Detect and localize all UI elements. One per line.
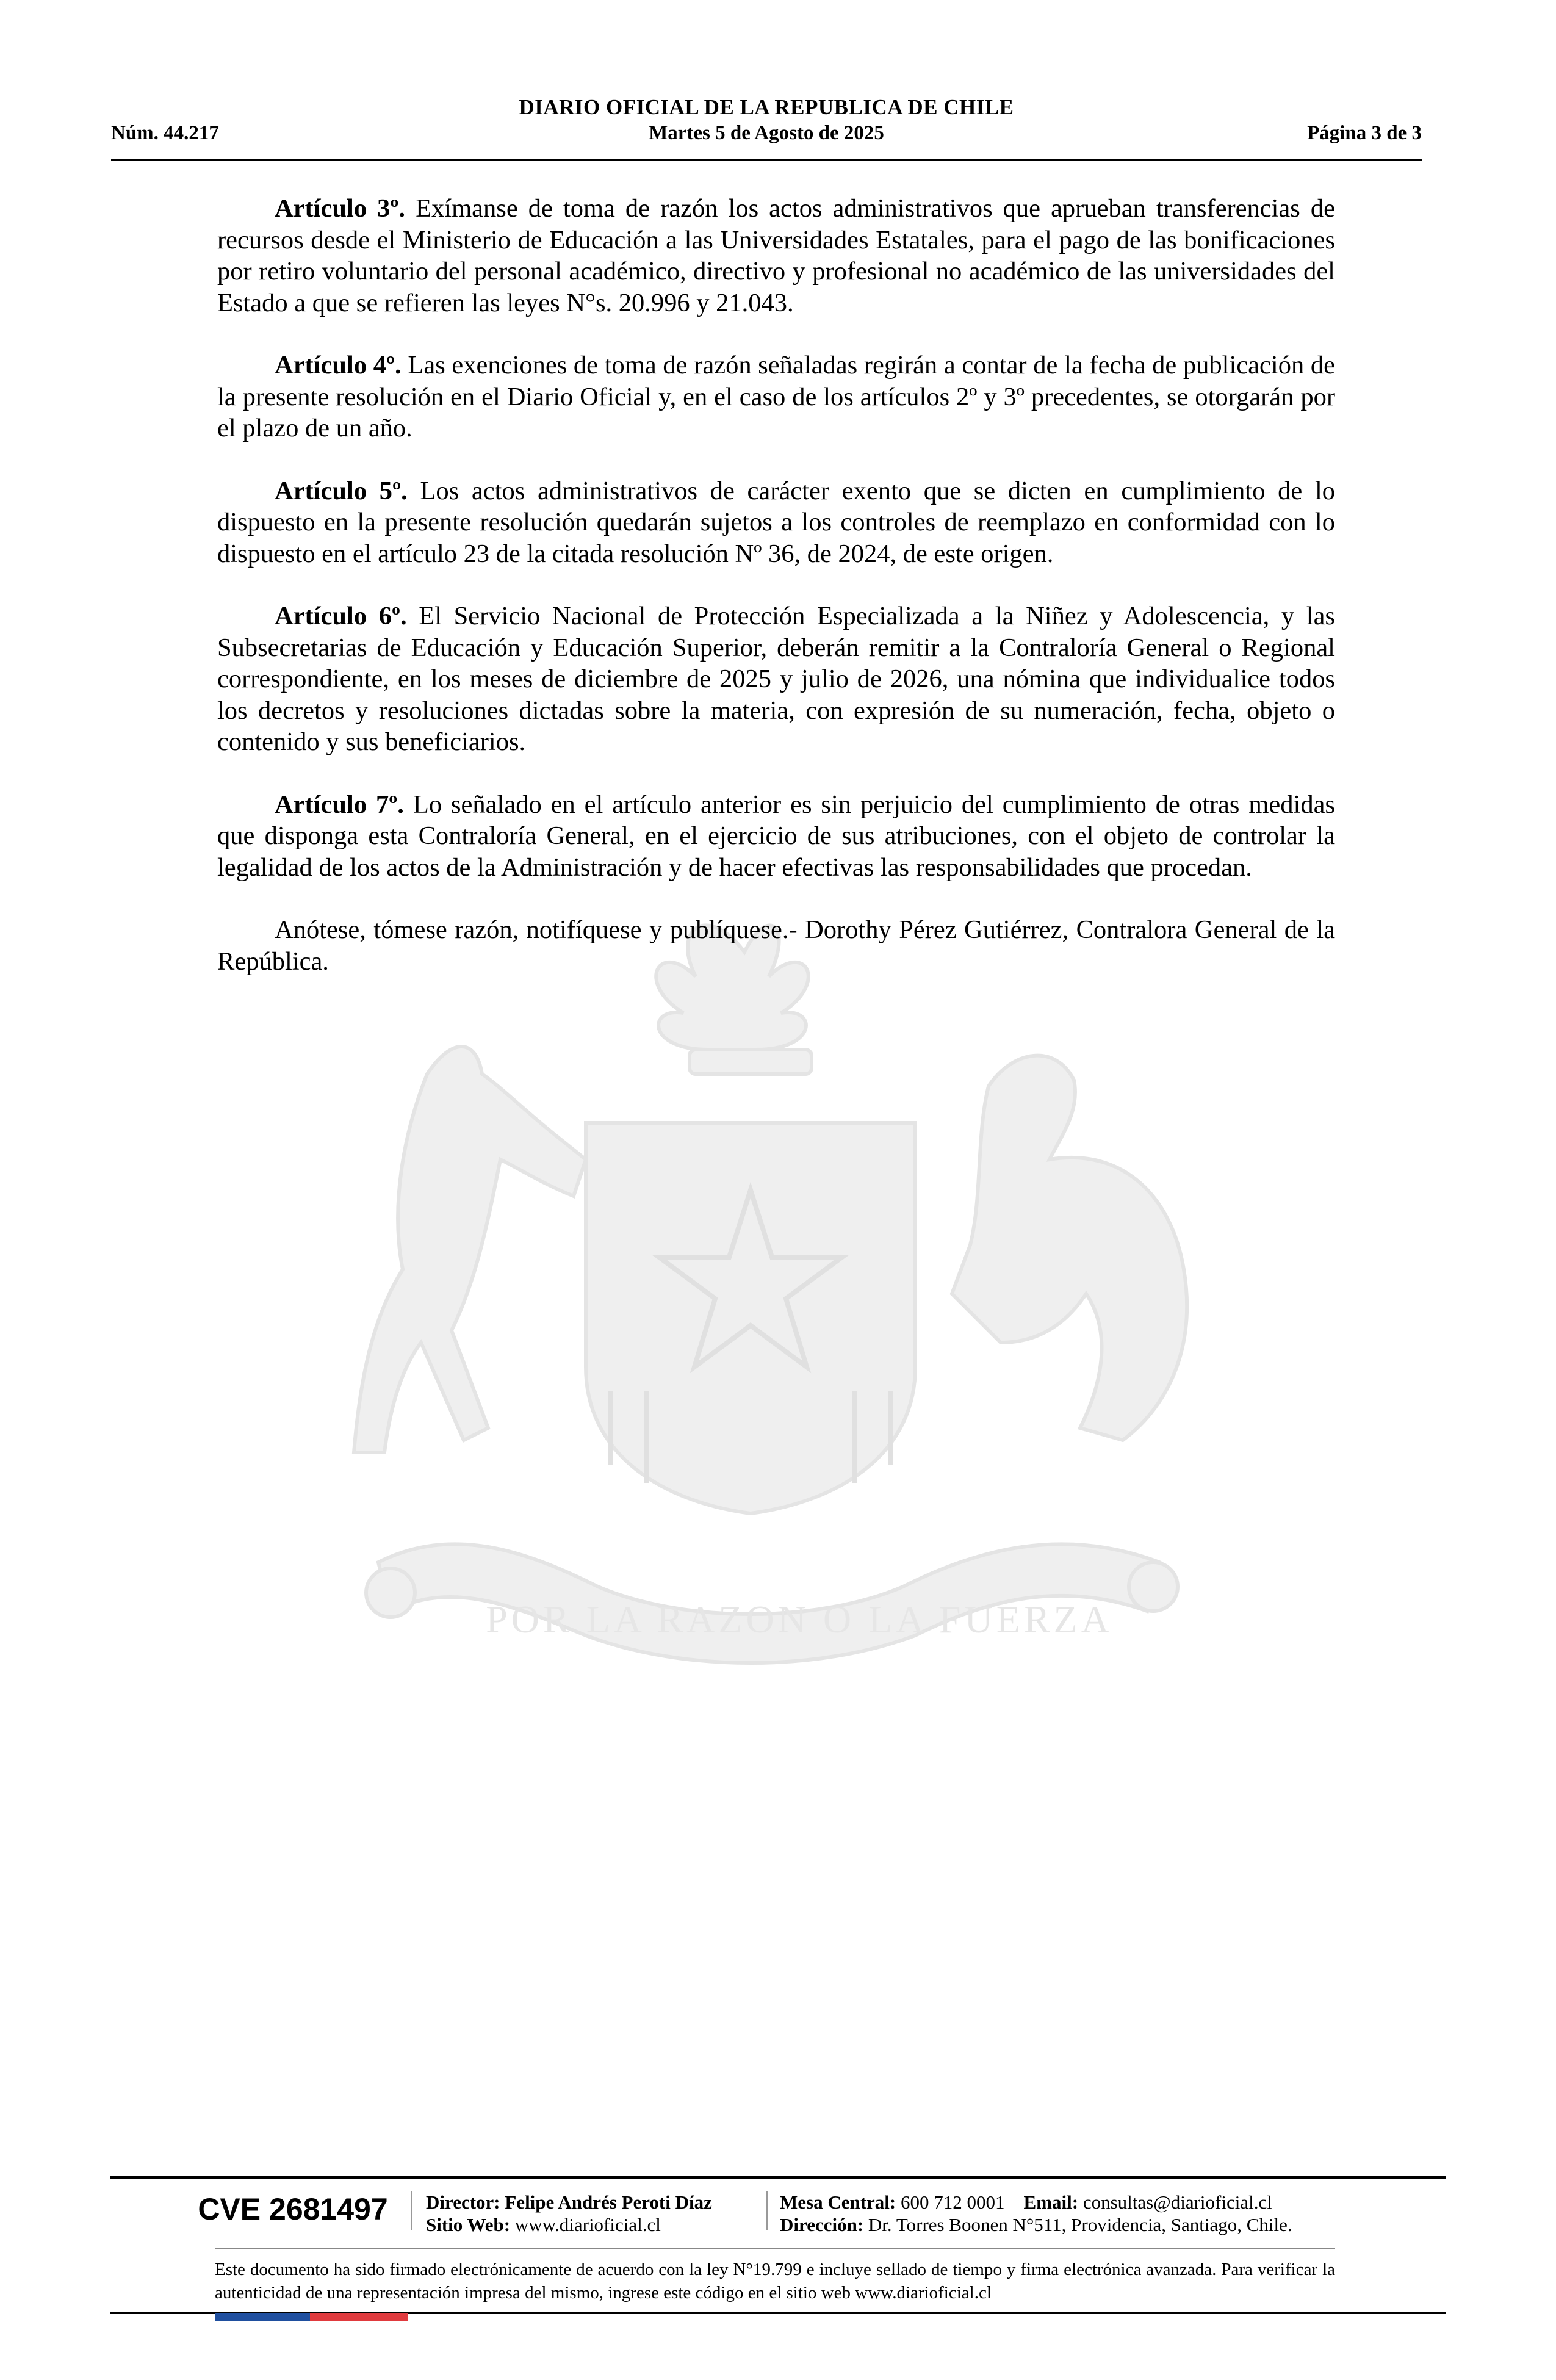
footer-director-block bbox=[426, 2191, 712, 2236]
footer-contact-block bbox=[780, 2191, 1292, 2236]
footer-divider bbox=[110, 2176, 1446, 2179]
article-4 bbox=[217, 350, 1335, 444]
article-label: Artículo 6º. bbox=[275, 602, 407, 630]
address-label: Dirección: bbox=[780, 2214, 864, 2235]
cve-code: CVE 2681497 bbox=[198, 2192, 388, 2226]
watermark-motto: POR LA RAZON O LA FUERZA bbox=[486, 1598, 1113, 1641]
article-3 bbox=[217, 193, 1335, 319]
mesa-central-label: Mesa Central: bbox=[780, 2191, 896, 2213]
email-label: Email: bbox=[1023, 2191, 1079, 2213]
article-label: Artículo 3º. bbox=[275, 194, 406, 223]
document-body bbox=[217, 193, 1335, 1008]
page-number: Página 3 de 3 bbox=[1307, 122, 1422, 144]
coat-of-arms-watermark-icon bbox=[268, 903, 1330, 1733]
director-name: Felipe Andrés Peroti Díaz bbox=[505, 2191, 712, 2213]
article-label: Artículo 7º. bbox=[275, 790, 404, 819]
legal-notice: Este documento ha sido firmado electrónicamente de acuerdo con la ley N°19.799 e incluye sellado de tiempo y firma electrónica avanzada. Para verificar la autenticidad de una representación impresa del mismo, ingrese este código en el sitio web www.diarioficial.cl bbox=[215, 2260, 1335, 2302]
address-value: Dr. Torres Boonen N°511, Providencia, Santiago, Chile. bbox=[868, 2214, 1292, 2235]
director-label: Director: bbox=[426, 2191, 500, 2213]
article-text: Exímanse de toma de razón los actos administrativos que aprueban transferencias de recursos desde el Ministerio de Educación a las Universidades Estatales, para el pago de las bonificaciones por retiro voluntario del personal académico, directivo y profesional no académico de las universidades del Estado a que se refieren las leyes N°s. 20.996 y 21.043. bbox=[217, 194, 1335, 317]
article-text: El Servicio Nacional de Protección Especializada a la Niñez y Adolescencia, y las Subsecretarias de Educación y Educación Superior, deberán remitir a la Contraloría General o Regional correspondiente, en los meses de diciembre de 2025 y julio de 2026, una nómina que individualice todos los decretos y resoluciones dictadas sobre la materia, con expresión de su numeración, fecha, objeto o contenido y sus beneficiarios. bbox=[217, 602, 1335, 756]
website-label: Sitio Web: bbox=[426, 2214, 511, 2235]
flag-stripe-blue bbox=[215, 2313, 310, 2321]
article-text: Los actos administrativos de carácter exento que se dicten en cumplimiento de lo dispuesto en la presente resolución quedarán sujetos a los controles de reemplazo en conformidad con lo dispuesto en el artículo 23 de la citada resolución Nº 36, de 2024, de este origen. bbox=[217, 476, 1336, 568]
footer-separator bbox=[766, 2191, 768, 2230]
website-link[interactable]: www.diarioficial.cl bbox=[514, 2214, 661, 2235]
article-text: Las exenciones de toma de razón señaladas regirán a contar de la fecha de publicación de la presente resolución en el Diario Oficial y, en el caso de los artículos 2º y 3º precedentes, se otorgarán por el plazo de un año. bbox=[217, 351, 1335, 442]
issue-number: Núm. 44.217 bbox=[111, 122, 219, 144]
closing-statement: Anótese, tómese razón, notifíquese y publíquese.- Dorothy Pérez Gutiérrez, Contralora General de la República. bbox=[217, 915, 1335, 976]
article-label: Artículo 5º. bbox=[275, 476, 408, 505]
article-text: Lo señalado en el artículo anterior es sin perjuicio del cumplimiento de otras medidas que disponga esta Contraloría General, en el ejercicio de sus atribuciones, con el objeto de controlar la legalidad de los actos de la Administración y de hacer efectivas las responsabilidades que procedan. bbox=[217, 790, 1336, 882]
page-header bbox=[111, 93, 1422, 161]
mesa-central-phone: 600 712 0001 bbox=[901, 2191, 1005, 2213]
article-5 bbox=[217, 475, 1335, 570]
publication-title: DIARIO OFICIAL DE LA REPUBLICA DE CHILE bbox=[519, 95, 1014, 119]
flag-stripe-red bbox=[310, 2313, 408, 2321]
email-link[interactable]: consultas@diarioficial.cl bbox=[1082, 2191, 1272, 2213]
footer-separator bbox=[411, 2191, 412, 2230]
article-label: Artículo 4º. bbox=[275, 351, 402, 380]
article-7 bbox=[217, 789, 1335, 884]
article-6 bbox=[217, 600, 1335, 758]
legal-divider bbox=[215, 2248, 1335, 2249]
issue-date: Martes 5 de Agosto de 2025 bbox=[649, 122, 884, 144]
